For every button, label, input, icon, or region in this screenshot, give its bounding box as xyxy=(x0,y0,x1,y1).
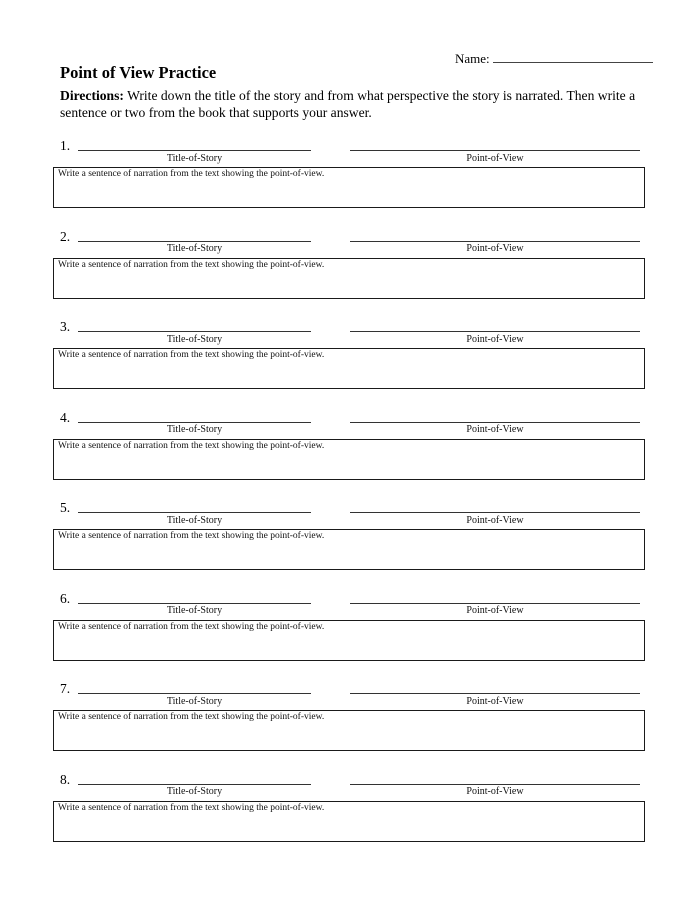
section-6 xyxy=(53,591,645,682)
point-of-view-blank[interactable] xyxy=(350,410,640,423)
section-number: 8. xyxy=(60,771,71,787)
section-1 xyxy=(53,138,645,229)
point-of-view-blank[interactable] xyxy=(350,500,640,513)
answer-box-prompt: Write a sentence of narration from the text showing the point-of-view. xyxy=(58,259,325,270)
point-of-view-label: Point-of-View xyxy=(466,605,524,616)
narration-answer-box[interactable] xyxy=(53,439,645,480)
answer-box-prompt: Write a sentence of narration from the text showing the point-of-view. xyxy=(58,531,325,541)
section-5 xyxy=(53,500,645,591)
section-number: 4. xyxy=(60,409,71,425)
title-of-story-label: Title-of-Story xyxy=(166,786,223,797)
section-4 xyxy=(53,410,645,501)
title-of-story-label: Title-of-Story xyxy=(166,424,223,435)
page-title: Point of View Practice xyxy=(60,63,217,82)
title-of-story-blank[interactable] xyxy=(78,410,311,423)
directions-text: Write down the title of the story and from what perspective the story is narrated. Then write a sentence or two from the book that supports your answer. xyxy=(60,88,636,120)
name-row xyxy=(455,50,653,67)
title-of-story-blank[interactable] xyxy=(78,138,311,151)
title-of-story-label: Title-of-Story xyxy=(166,152,223,164)
title-of-story-blank[interactable] xyxy=(78,681,311,694)
sections-list xyxy=(53,138,645,862)
section-7 xyxy=(53,681,645,772)
section-number: 1. xyxy=(60,138,71,153)
title-of-story-blank[interactable] xyxy=(78,591,311,604)
narration-answer-box[interactable] xyxy=(53,258,645,299)
section-8 xyxy=(53,772,645,863)
narration-answer-box[interactable] xyxy=(53,348,645,389)
title-of-story-label: Title-of-Story xyxy=(166,605,223,616)
section-3 xyxy=(53,319,645,410)
point-of-view-blank[interactable] xyxy=(350,591,640,604)
answer-box-prompt: Write a sentence of narration from the text showing the point-of-view. xyxy=(58,712,325,722)
section-number: 7. xyxy=(60,681,71,696)
title-of-story-blank[interactable] xyxy=(78,500,311,513)
point-of-view-blank[interactable] xyxy=(350,138,640,151)
point-of-view-blank[interactable] xyxy=(350,229,640,242)
answer-box-prompt: Write a sentence of narration from the text showing the point-of-view. xyxy=(58,169,325,179)
point-of-view-label: Point-of-View xyxy=(466,514,524,526)
name-label: Name: xyxy=(455,51,490,66)
title-of-story-blank[interactable] xyxy=(78,319,311,332)
point-of-view-label: Point-of-View xyxy=(466,152,524,164)
title-of-story-label: Title-of-Story xyxy=(166,243,223,254)
section-number: 5. xyxy=(60,500,71,515)
point-of-view-label: Point-of-View xyxy=(466,333,524,345)
point-of-view-blank[interactable] xyxy=(350,772,640,785)
point-of-view-label: Point-of-View xyxy=(466,243,524,254)
title-of-story-label: Title-of-Story xyxy=(166,333,223,345)
narration-answer-box[interactable] xyxy=(53,529,645,570)
directions-paragraph xyxy=(60,88,652,121)
point-of-view-label: Point-of-View xyxy=(466,786,524,797)
point-of-view-label: Point-of-View xyxy=(466,695,524,707)
point-of-view-blank[interactable] xyxy=(350,681,640,694)
narration-answer-box[interactable] xyxy=(53,167,645,208)
narration-answer-box[interactable] xyxy=(53,710,645,751)
title-of-story-label: Title-of-Story xyxy=(166,695,223,707)
section-number: 2. xyxy=(60,228,71,244)
section-number: 6. xyxy=(60,590,71,606)
point-of-view-blank[interactable] xyxy=(350,319,640,332)
point-of-view-label: Point-of-View xyxy=(466,424,524,435)
directions-label: Directions: xyxy=(60,88,124,103)
answer-box-prompt: Write a sentence of narration from the text showing the point-of-view. xyxy=(58,440,325,451)
name-blank-field[interactable] xyxy=(493,50,653,63)
title-of-story-blank[interactable] xyxy=(78,772,311,785)
answer-box-prompt: Write a sentence of narration from the text showing the point-of-view. xyxy=(58,350,325,360)
narration-answer-box[interactable] xyxy=(53,620,645,661)
answer-box-prompt: Write a sentence of narration from the text showing the point-of-view. xyxy=(58,621,325,632)
answer-box-prompt: Write a sentence of narration from the text showing the point-of-view. xyxy=(58,802,325,813)
section-number: 3. xyxy=(60,319,71,334)
title-of-story-label: Title-of-Story xyxy=(166,514,223,526)
narration-answer-box[interactable] xyxy=(53,801,645,842)
title-of-story-blank[interactable] xyxy=(78,229,311,242)
section-2 xyxy=(53,229,645,320)
